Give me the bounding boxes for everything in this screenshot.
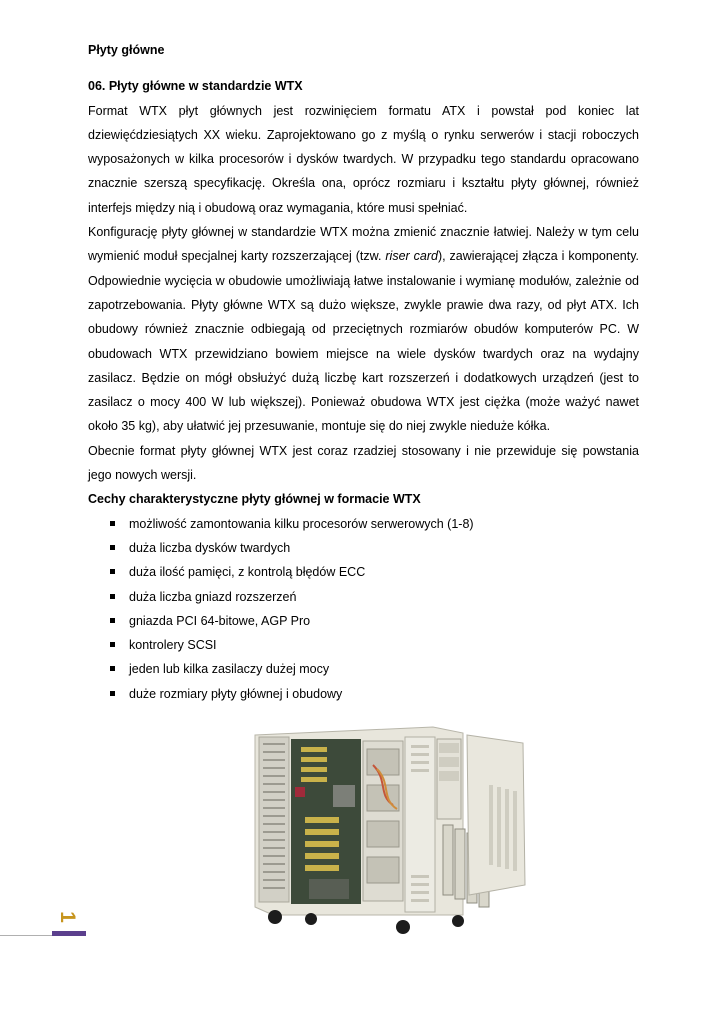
wtx-server-case-photo: [253, 725, 533, 937]
paragraph-2-text-a: Konfigurację płyty głównej w standardzie WTX można zmienić znacznie łatwiej. Należy w tym celu wymienić moduł specjalnej karty rozszerzającej (tzw.: [88, 225, 639, 264]
paragraph-2-text-b: ), zawierającej złącza i komponenty. Odpowiednie wycięcia w obudowie umożliwiają łatwe instalowanie i wymianę modułów, zależnie od zapotrzebowania. Płyty główne WTX są dużo większe, zwykle prawie dwa razy, od płyt ATX. Ich obudowy również znacznie odbiegają od przeciętnych rozmiarów obudów komputerów PC. W obudowach WTX przewidziano bowiem miejsce na wiele dysków twardych oraz na wydajny zasilacz. Będzie on mógł obsłużyć dużą liczbę kart rozszerzeń i dodatkowych urządzeń (jest to zasilacz o mocy 400 W lub większej). Ponieważ obudowa WTX jest ciężka (może ważyć nawet około 35 kg), aby ułatwić jej przesuwanie, montuje się do niej zwykle nieduże kółka.: [88, 249, 639, 434]
list-item: jeden lub kilka zasilaczy dużej mocy: [88, 657, 639, 681]
list-item: duże rozmiary płyty głównej i obudowy: [88, 682, 639, 706]
footer-accent-bar: [52, 931, 86, 936]
list-item: gniazda PCI 64-bitowe, AGP Pro: [88, 609, 639, 633]
paragraph-2: [88, 220, 639, 439]
paragraph-1: Format WTX płyt głównych jest rozwinięciem formatu ATX i powstał pod koniec lat dziewięćdziesiątych XX wieku. Zaprojektowano go z myślą o rynku serwerów i stacji roboczych wyposażonych w kilka procesorów i dysków twardych. W przypadku tego standardu opracowano znacznie szerszą specyfikację. Określa ona, oprócz rozmiaru i kształtu płyty głównej, również interfejs między nią i obudową oraz wymagania, które musi spełniać.: [88, 103, 639, 215]
list-item: duża ilość pamięci, z kontrolą błędów ECC: [88, 560, 639, 584]
list-item: możliwość zamontowania kilku procesorów serwerowych (1-8): [88, 512, 639, 536]
list-item: duża liczba dysków twardych: [88, 536, 639, 560]
page-number: 1: [56, 911, 79, 923]
paragraph-3: Obecnie format płyty głównej WTX jest coraz rzadziej stosowany i nie przewiduje się powstania jego nowych wersji.: [88, 443, 639, 483]
features-heading: Cechy charakterystyczne płyty głównej w formacie WTX: [88, 492, 421, 507]
section-heading: 06. Płyty główne w standardzie WTX: [88, 79, 303, 94]
features-list: [88, 512, 639, 706]
page-header: Płyty główne: [88, 43, 165, 57]
list-item: duża liczba gniazd rozszerzeń: [88, 585, 639, 609]
footer-divider: [0, 935, 52, 936]
list-item: kontrolery SCSI: [88, 633, 639, 657]
document-body: [88, 38, 639, 706]
riser-card-term: riser card: [385, 249, 438, 264]
